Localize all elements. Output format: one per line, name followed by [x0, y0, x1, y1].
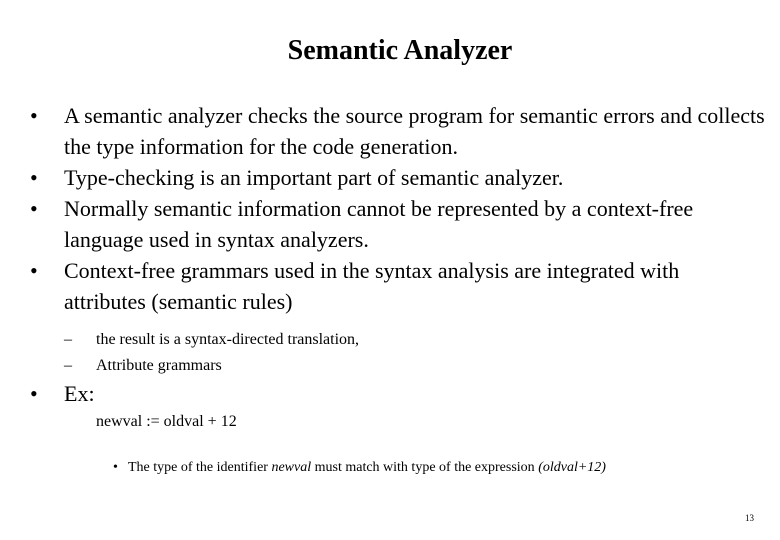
example-code: newval := oldval + 12: [96, 413, 237, 430]
bullet-marker: •: [113, 460, 118, 475]
bullet-marker: •: [30, 196, 38, 221]
page-number: 13: [745, 513, 754, 523]
sub-bullet-item: [64, 353, 765, 379]
note-prefix: The type of the identifier: [128, 460, 272, 475]
sub-bullet-marker: –: [64, 357, 72, 374]
bullet-marker: •: [30, 258, 38, 283]
sub-bullet-text: Attribute grammars: [96, 357, 222, 374]
sub-bullet-text: the result is a syntax-directed translation,: [96, 331, 360, 348]
example-label: Ex:: [64, 381, 95, 406]
bullet-marker: •: [30, 103, 38, 128]
bullet-marker: •: [30, 165, 38, 190]
note-identifier: newval: [271, 460, 312, 475]
sub-bullet-item: [64, 327, 765, 353]
bullet-item: [30, 193, 765, 255]
note-middle: must match with type of the expression: [311, 460, 539, 475]
bullet-list: [30, 100, 765, 387]
slide-title: Semantic Analyzer: [287, 35, 513, 66]
bullet-text: Context-free grammars used in the syntax analysis are integrated with attributes (semantic rules): [64, 258, 680, 314]
sub-bullet-list: [64, 327, 765, 379]
bullet-item: [30, 162, 765, 193]
bullet-text: A semantic analyzer checks the source program for semantic errors and collects the type information for the code generation.: [64, 103, 765, 159]
example-note: [113, 458, 606, 478]
sub-bullet-marker: –: [64, 331, 72, 348]
bullet-text: Type-checking is an important part of semantic analyzer.: [64, 165, 564, 190]
bullet-marker: •: [30, 381, 38, 406]
bullet-item: [30, 100, 765, 162]
example-bullet: [30, 378, 95, 409]
bullet-text: Normally semantic information cannot be represented by a context-free language used in syntax analyzers.: [64, 196, 694, 252]
note-expression: (oldval+12): [538, 460, 606, 475]
bullet-item: [30, 255, 765, 379]
